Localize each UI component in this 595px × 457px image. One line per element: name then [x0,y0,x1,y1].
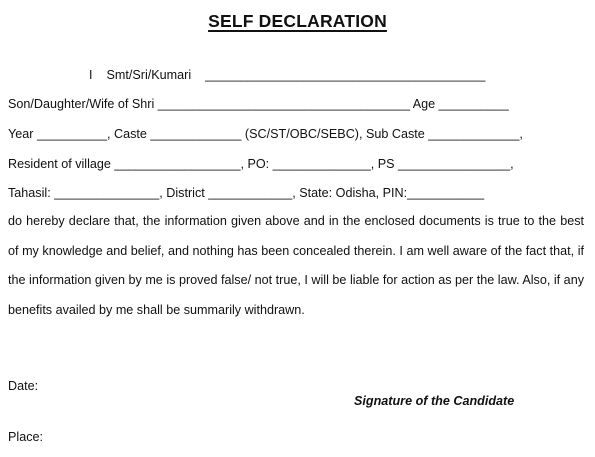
tahasil-district-line: Tahasil: _______________, District ____________, State: Odisha, PIN:___________ [8,186,485,200]
year-caste-line: Year __________, Caste _____________ (SC/ST/OBC/SEBC), Sub Caste _____________, [8,127,523,141]
parent-age-line: Son/Daughter/Wife of Shri ____________________________________ Age __________ [8,97,509,111]
declaration-paragraph: do hereby declare that, the information given above and in the enclosed documents is true to the best of my knowledge and belief, and nothing has been concealed therein. I am well aware of the fact that, if the information given by me is proved false/ not true, I will be liable for action as per the law. Also, if any benefits availed by me shall be summarily withdrawn. [8,214,584,317]
signature-label: Signature of the Candidate [354,394,515,408]
residence-line: Resident of village __________________, PO: ______________, PS ________________, [8,157,514,171]
date-label: Date: [8,379,39,393]
name-line: I Smt/Sri/Kumari ________________________________________ [89,68,486,82]
title-text: SELF DECLARATION [208,11,387,31]
page-title [0,11,595,32]
place-label: Place: [8,430,44,444]
